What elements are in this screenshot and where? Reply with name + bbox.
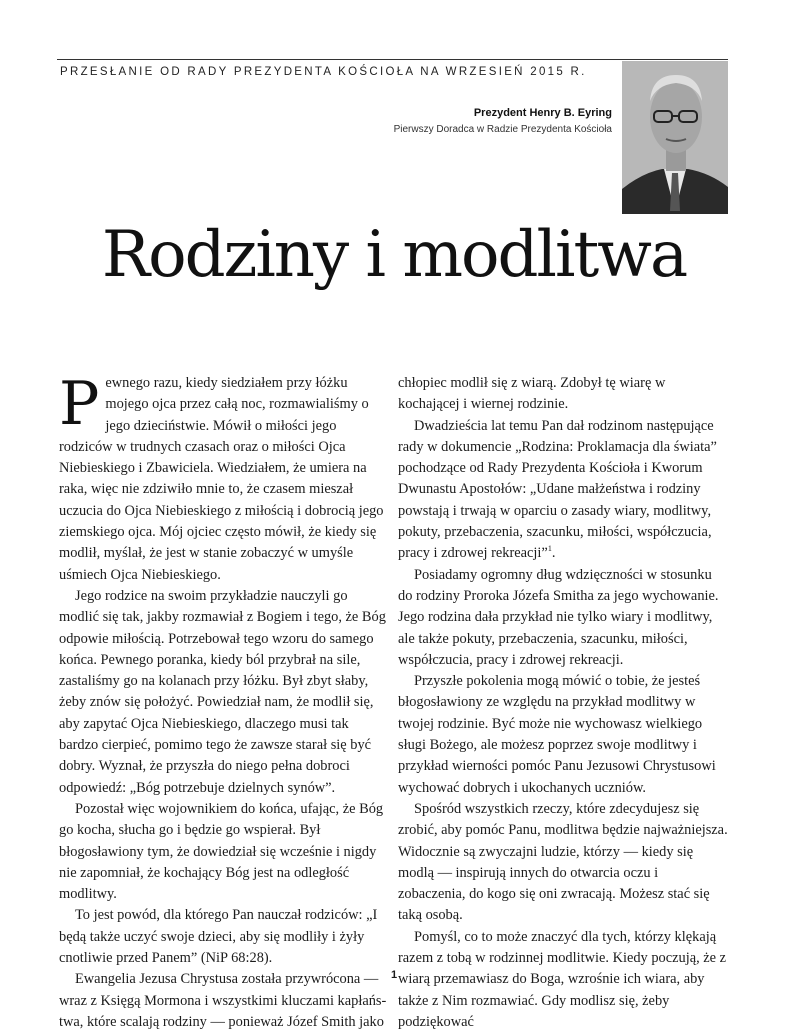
paragraph (59, 369, 390, 586)
author-name: Prezydent Henry B. Eyring (473, 107, 612, 119)
paragraph: Przyszłe pokolenia mogą mówić o tobie, że jesteś błogosławiony ze względu na przykład modlitwy w twojej rodzinie. Być może nie wychowasz wielkiego sługi Bożego, ale możesz poprzez swoje modlitwy i przykład wierności pomóc Panu Jezusowi Chrystusowi wychować dobrych i ukochanych uczniów. (398, 673, 716, 796)
paragraph: chłopiec modlił się z wiarą. Zdobył tę wiarę w kochającej i wiernej rodzinie. (398, 375, 666, 413)
article-column-2 (398, 373, 729, 1033)
paragraph: To jest powód, dla którego Pan nauczał rodziców: „I będą także uczyć swoje dzieci, aby się modliły i żyły cnotliwie przed Panem” (NiP 68:28). (59, 907, 378, 967)
paragraph (398, 416, 729, 565)
author-block (394, 107, 612, 135)
paragraph-end: . (551, 545, 556, 562)
paragraph: Posiadamy ogromny dług wdzięczności w stosunku do rodziny Proroka Józefa Smitha za jego wychowanie. Jego rodzina dała przykład nie tylko wiary i modlitwy, ale także pokuty, przebaczenia, szacunku, miłości, współczucia, pracy i zdrowej rekreacji. (398, 566, 719, 668)
series-title: PRZESŁANIE OD RADY PREZYDENTA KOŚCIOŁA NA WRZESIEŃ 2015 R. (60, 66, 587, 78)
page-number: 1 (390, 969, 398, 981)
portrait-illustration (622, 61, 728, 214)
paragraph: Spośród wszystkich rzeczy, które zdecydujesz się zrobić, aby pomóc Panu, modlitwa będzie najważniejsza. Widocznie są zwyczajni ludzie, którzy — kiedy się modlą — inspirują innych do otwarcia oczu i zobaczenia, do kogo się oni zwracają. Możesz stać się taką osobą. (398, 800, 728, 924)
paragraph: Pozostał więc wojownikiem do końca, ufając, że Bóg go kocha, słucha go i będzie go wspierał. Był błogosławiony tym, że dowiedział się wcześnie i nigdy nie zapomniał, że kochający Bóg jest na odległość modlitwy. (59, 800, 384, 903)
page-title: Rodziny i modlitwa (101, 218, 687, 292)
author-portrait (622, 61, 728, 214)
paragraph: Ewangelia Jezusa Chrystusa została przywrócona — wraz z Księgą Mormona i wszystkimi kluczami kapłaństwa, które scalają rodziny — ponieważ Józef Smith jako (59, 971, 387, 1030)
drop-cap: P (59, 369, 100, 439)
header-rule (57, 59, 728, 60)
paragraph-text: ewnego razu, kiedy siedziałem przy łóżku mojego ojca przez całą noc, rozmawialiśmy o jego dzieciństwie. Mówił o miłości jego rodziców w trudnych czasach oraz o miłości Ojca Niebieskiego i Zbawiciela. Wiedziałem, że umiera na raka, więc nie zdziwiło mnie to, że czasem mieszał uczucia do Ojca Niebieskiego z miłością i dobrocią jego ziemskiego ojca. Mój ojciec często mówił, że kiedy się modlił, myślał, że jest w stanie zobaczyć w umyśle uśmiech Ojca Niebieskiego. (59, 375, 384, 583)
paragraph-text: Dwadzieścia lat temu Pan dał rodzinom następujące rady w dokumencie „Rodzina: Proklamacja dla świata” pochodzące od Rady Prezydenta Kościoła i Kworum Dwunastu Apostołów: „Udane małżeństwa i rodziny powstają i trwają w oparciu o zasady wiary, modlitwy, pokuty, przebaczenia, szacunku, miłości, współczucia, pracy i zdrowej rekreacji” (398, 417, 717, 562)
paragraph: Pomyśl, co to może znaczyć dla tych, którzy klękają razem z tobą w rodzinnej modlitwie. Kiedy poczują, że z wiarą przemawiasz do Boga, wzrośnie ich wiara, aby także z Nim rozmawiać. Gdy modlisz się, żeby podziękować (398, 928, 727, 1030)
footnote-marker[interactable]: 1 (547, 544, 552, 554)
paragraph: Jego rodzice na swoim przykładzie nauczyli go modlić się tak, jakby rozmawiał z Bogiem i tego, że Bóg odpowie miłością. Potrzebował tego wzoru do samego końca. Pewnego poranka, kiedy ból przybrał na sile, zastaliśmy go na kolanach przy łóżku. Był zbyt słaby, żeby znów się położyć. Powiedział nam, że modlił się, aby zapytać Ojca Niebieskiego, dlaczego musi tak bardzo cierpieć, pomimo tego że zawsze starał się być dobry. Wyznał, że przyszła do niego pełna dobroci odpowiedź: „Bóg potrzebuje dzielnych synów”. (59, 587, 386, 796)
author-role: Pierwszy Doradca w Radzie Prezydenta Kościoła (393, 124, 612, 135)
article-column-1 (59, 369, 390, 1033)
